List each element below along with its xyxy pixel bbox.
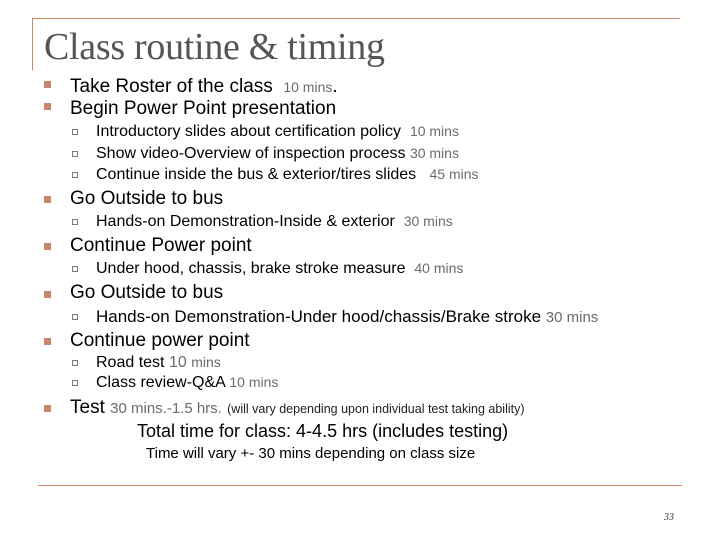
item-text: Take Roster of the class: [70, 76, 273, 97]
hollow-square-bullet-icon: [72, 380, 78, 386]
item-time-unit: mins: [191, 354, 221, 370]
hollow-square-bullet-icon: [72, 266, 78, 272]
list-item: [70, 398, 525, 417]
hollow-square-bullet-icon: [72, 172, 78, 178]
item-time: 30 mins: [403, 213, 453, 229]
square-bullet-icon: [44, 291, 51, 298]
item-time: 30 mins.-1.5 hrs.: [110, 400, 222, 417]
page-number: 33: [664, 512, 674, 523]
square-bullet-icon: [44, 196, 51, 203]
hollow-square-bullet-icon: [72, 314, 78, 320]
item-time: 10 mins: [229, 374, 279, 390]
item-time: 10 mins: [409, 123, 459, 139]
list-item: [96, 355, 221, 371]
item-time: 30 mins: [409, 145, 459, 161]
time-variance-note: Time will vary +- 30 mins depending on class size: [146, 445, 476, 462]
list-item: [70, 77, 338, 96]
list-item: [96, 308, 598, 325]
square-bullet-icon: [44, 338, 51, 345]
item-text: Class review-Q&A: [96, 374, 225, 391]
hollow-square-bullet-icon: [72, 219, 78, 225]
top-frame-rule: [32, 18, 680, 19]
item-time: 10 mins: [283, 79, 333, 95]
list-item: [70, 283, 223, 302]
list-item: [70, 236, 252, 255]
item-text: Continue inside the bus & exterior/tires slides: [96, 166, 417, 183]
item-text: Go Outside to bus: [70, 188, 224, 209]
item-text: Introductory slides about certification policy: [96, 123, 402, 140]
item-text: Begin Power Point presentation: [70, 98, 337, 119]
total-time: Total time for class: 4-4.5 hrs (includes testing): [137, 421, 509, 441]
item-time: 30 mins: [545, 309, 599, 326]
hollow-square-bullet-icon: [72, 151, 78, 157]
item-note: (will vary depending upon individual test taking ability): [227, 402, 525, 416]
list-item: [96, 124, 459, 140]
item-text: Under hood, chassis, brake stroke measure: [96, 260, 406, 277]
left-frame-rule: [32, 18, 33, 70]
list-item: [70, 99, 336, 118]
hollow-square-bullet-icon: [72, 360, 78, 366]
list-item: [96, 214, 453, 230]
list-item: [70, 189, 223, 208]
item-text: Test: [70, 397, 105, 418]
list-item: [96, 146, 459, 162]
list-item: [96, 375, 278, 391]
item-text: Hands-on Demonstration-Inside & exterior: [96, 213, 395, 230]
square-bullet-icon: [44, 81, 51, 88]
item-text: Show video-Overview of inspection process: [96, 145, 406, 162]
item-time: 40 mins: [414, 260, 464, 276]
item-time-number: 10: [168, 354, 187, 371]
item-suffix: .: [332, 76, 338, 97]
hollow-square-bullet-icon: [72, 129, 78, 135]
square-bullet-icon: [44, 405, 51, 412]
square-bullet-icon: [44, 243, 51, 250]
item-text: Go Outside to bus: [70, 282, 224, 303]
list-item: [70, 331, 250, 350]
slide-title: Class routine & timing: [44, 26, 385, 68]
item-time: 45 mins: [429, 166, 479, 182]
square-bullet-icon: [44, 103, 51, 110]
item-text: Hands-on Demonstration-Under hood/chassis/Brake stroke: [96, 307, 542, 326]
item-text: Road test: [96, 354, 165, 371]
item-text: Continue power point: [70, 330, 250, 351]
list-item: [96, 167, 479, 183]
list-item: [96, 261, 463, 277]
item-text: Continue Power point: [70, 235, 252, 256]
bottom-rule: [38, 485, 682, 486]
